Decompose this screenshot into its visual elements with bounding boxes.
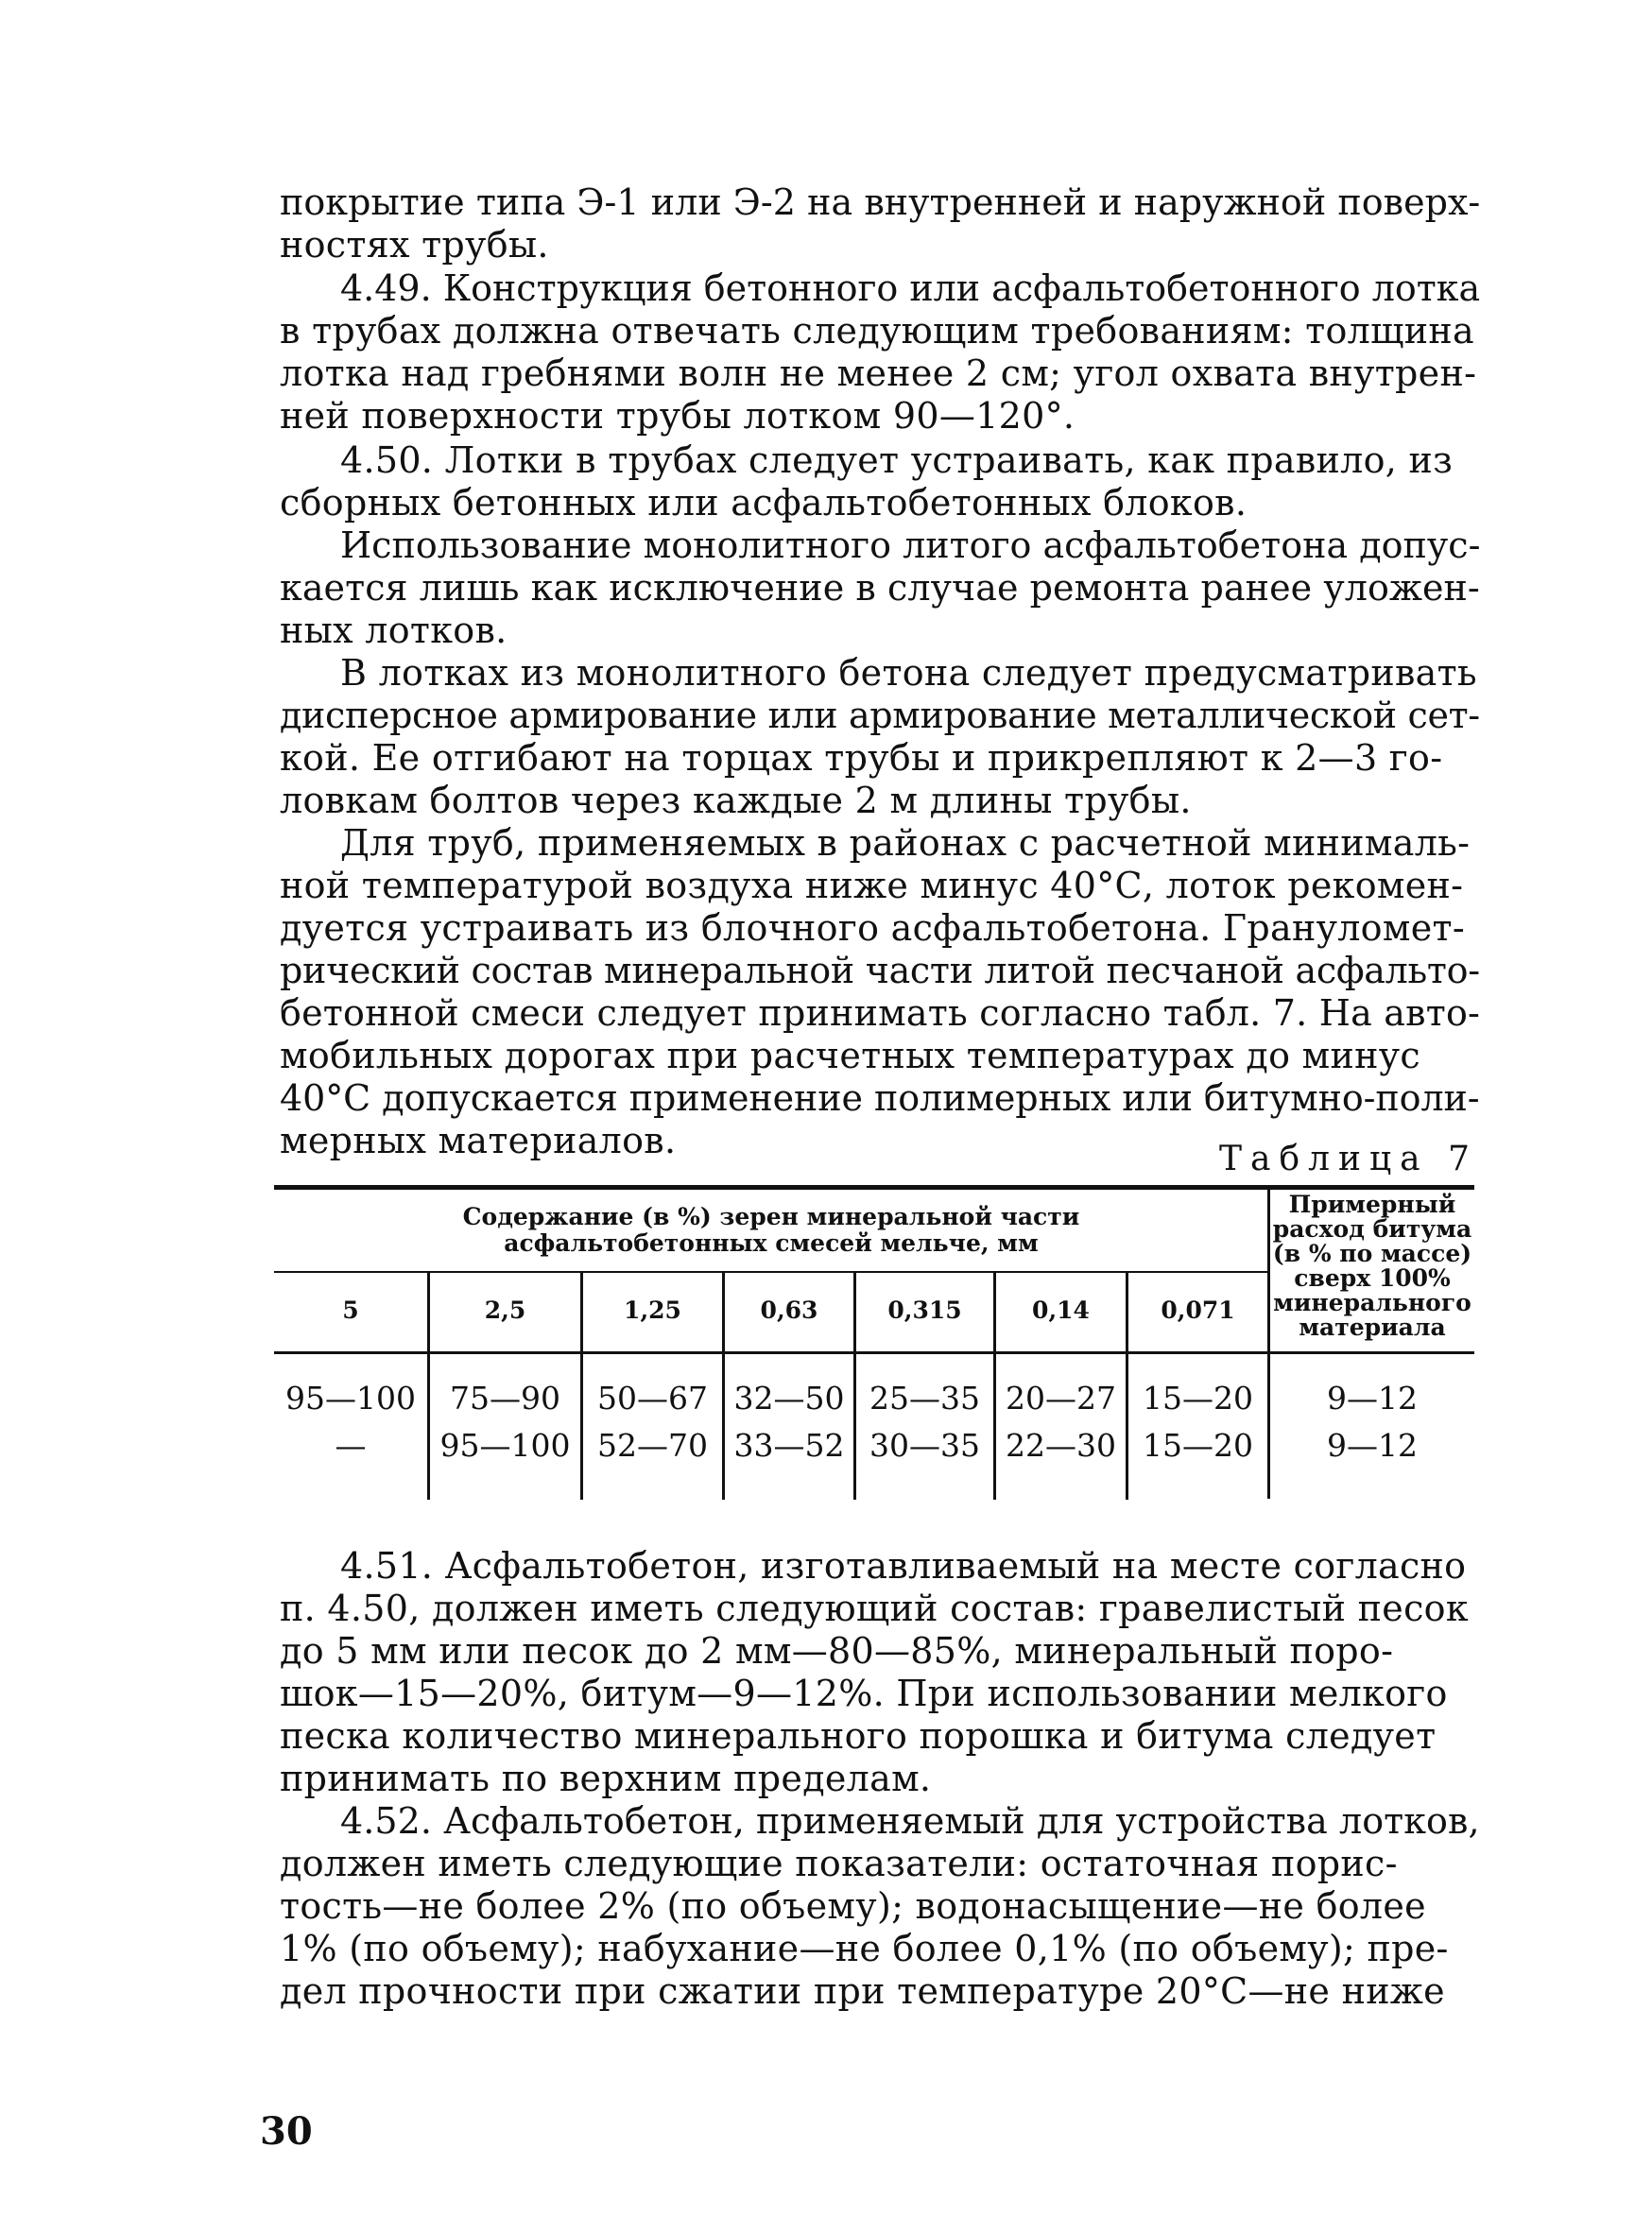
table-body-rule bbox=[274, 1351, 1474, 1354]
header-line: сверх 100% bbox=[1294, 1264, 1451, 1292]
column-header: 1,25 bbox=[624, 1297, 681, 1324]
table-cell: 9—12 bbox=[1327, 1380, 1418, 1417]
text-line: шок—15—20%, битум—9—12%. При использовании мелкого bbox=[280, 1673, 1448, 1714]
text-line: в трубах должна отвечать следующим требованиям: толщина bbox=[280, 310, 1474, 352]
text-line: п. 4.50, должен иметь следующий состав: гравелистый песок bbox=[280, 1588, 1469, 1629]
column-header: 2,5 bbox=[484, 1297, 526, 1324]
text-line: до 5 мм или песок до 2 мм—80—85%, минеральный поро- bbox=[280, 1630, 1394, 1672]
column-header: 5 bbox=[342, 1297, 359, 1324]
column-header: 0,315 bbox=[887, 1297, 962, 1324]
text-line: лотка над гребнями волн не менее 2 см; угол охвата внутрен- bbox=[280, 352, 1477, 394]
header-line: расход битума bbox=[1272, 1215, 1472, 1243]
table-cell: 25—35 bbox=[869, 1380, 980, 1417]
text-line: мерных материалов. bbox=[280, 1120, 677, 1161]
text-line: покрытие типа Э-1 или Э-2 на внутренней и наружной поверх- bbox=[280, 181, 1481, 223]
table-cell: 52—70 bbox=[597, 1427, 708, 1464]
table-cell: 33—52 bbox=[733, 1427, 845, 1464]
text-line: кается лишь как исключение в случае ремонта ранее уложен- bbox=[280, 567, 1480, 609]
text-line: дел прочности при сжатии при температуре 20°С—не ниже bbox=[280, 1970, 1445, 2012]
text-line: дисперсное армирование или армирование металлической сет- bbox=[280, 695, 1480, 736]
text-line: ной температурой воздуха ниже минус 40°С, лоток рекомен- bbox=[280, 865, 1464, 906]
text-line: кой. Ее отгибают на торцах трубы и прикрепляют к 2—3 го- bbox=[280, 737, 1443, 779]
text-line: мобильных дорогах при расчетных температурах до минус bbox=[280, 1035, 1420, 1076]
text-line: дуется устраивать из блочного асфальтобетона. Грануломет- bbox=[280, 907, 1465, 949]
text-line: В лотках из монолитного бетона следует предусматривать bbox=[340, 652, 1477, 694]
text-line: сборных бетонных или асфальтобетонных блоков. bbox=[280, 482, 1248, 524]
text-line: 1% (по объему); набухание—не более 0,1% (по объему); пре- bbox=[280, 1928, 1449, 1969]
paragraph-4-52 bbox=[280, 1800, 1480, 2013]
header-line: Содержание (в %) зерен минеральной части bbox=[462, 1203, 1080, 1230]
table-cell: 15—20 bbox=[1143, 1380, 1253, 1417]
column-header: 0,071 bbox=[1161, 1297, 1235, 1324]
text-line: ней поверхности трубы лотком 90—120°. bbox=[280, 395, 1076, 437]
table-cell: 32—50 bbox=[733, 1380, 845, 1417]
text-line: ных лотков. bbox=[280, 610, 508, 651]
table-group-header bbox=[274, 1204, 1268, 1257]
table-top-rule bbox=[274, 1185, 1474, 1190]
text-line: Для труб, применяемых в районах с расчетной минималь- bbox=[340, 822, 1471, 864]
text-line: 4.51. Асфальтобетон, изготавливаемый на месте согласно bbox=[340, 1545, 1467, 1587]
text-line: 4.50. Лотки в трубах следует устраивать, как правило, из bbox=[340, 439, 1454, 481]
table-cell: 30—35 bbox=[869, 1427, 980, 1464]
paragraph-monolithic-asphalt bbox=[280, 524, 1480, 652]
table-header-rule bbox=[274, 1271, 1268, 1273]
text-line: бетонной смеси следует принимать согласно табл. 7. На авто- bbox=[280, 992, 1481, 1034]
text-line: 4.49. Конструкция бетонного или асфальтобетонного лотка bbox=[340, 267, 1481, 309]
table-cell: 50—67 bbox=[597, 1380, 708, 1417]
text-line: 40°С допускается применение полимерных или битумно-поли- bbox=[280, 1077, 1480, 1119]
header-line: минерального bbox=[1273, 1289, 1471, 1316]
text-line: песка количество минерального порошка и битума следует bbox=[280, 1715, 1437, 1757]
text-line: принимать по верхним пределам. bbox=[280, 1758, 932, 1799]
header-line: Примерный bbox=[1288, 1191, 1456, 1218]
column-header: 0,63 bbox=[760, 1297, 818, 1324]
text-line: тость—не более 2% (по объему); водонасыщение—не более bbox=[280, 1885, 1426, 1927]
text-line: ловкам болтов через каждые 2 м длины трубы. bbox=[280, 780, 1192, 821]
table-cell: 75—90 bbox=[450, 1380, 560, 1417]
text-line: рический состав минеральной части литой песчаной асфальто- bbox=[280, 950, 1480, 991]
table-cell: 9—12 bbox=[1327, 1427, 1418, 1464]
text-line: Использование монолитного литого асфальтобетона допус- bbox=[340, 524, 1481, 566]
paragraph-4-51 bbox=[280, 1545, 1480, 1800]
paragraph-4-49 bbox=[280, 267, 1480, 438]
text-line: ностях трубы. bbox=[280, 224, 549, 266]
text-line: должен иметь следующие показатели: остаточная порис- bbox=[280, 1843, 1398, 1884]
page-number: 30 bbox=[260, 2109, 313, 2154]
paragraph-4-50 bbox=[280, 439, 1480, 524]
column-header: 0,14 bbox=[1032, 1297, 1090, 1324]
table-cell: — bbox=[335, 1427, 367, 1464]
paragraph-reinforcement bbox=[280, 652, 1480, 822]
paragraph-continuation bbox=[280, 181, 1480, 266]
header-line: асфальтобетонных смесей мельче, мм bbox=[504, 1229, 1039, 1257]
table-cell: 95—100 bbox=[439, 1427, 571, 1464]
table-cell: 15—20 bbox=[1143, 1427, 1253, 1464]
table-cell: 95—100 bbox=[285, 1380, 416, 1417]
header-line: материала bbox=[1299, 1314, 1446, 1341]
table-caption: Таблица 7 bbox=[1219, 1140, 1478, 1178]
header-line: (в % по массе) bbox=[1272, 1240, 1472, 1267]
table-cell: 20—27 bbox=[1006, 1380, 1116, 1417]
table-side-header bbox=[1270, 1193, 1474, 1340]
text-line: 4.52. Асфальтобетон, применяемый для устройства лотков, bbox=[340, 1800, 1480, 1842]
paragraph-low-temperature bbox=[280, 822, 1480, 1162]
table-cell: 22—30 bbox=[1006, 1427, 1116, 1464]
